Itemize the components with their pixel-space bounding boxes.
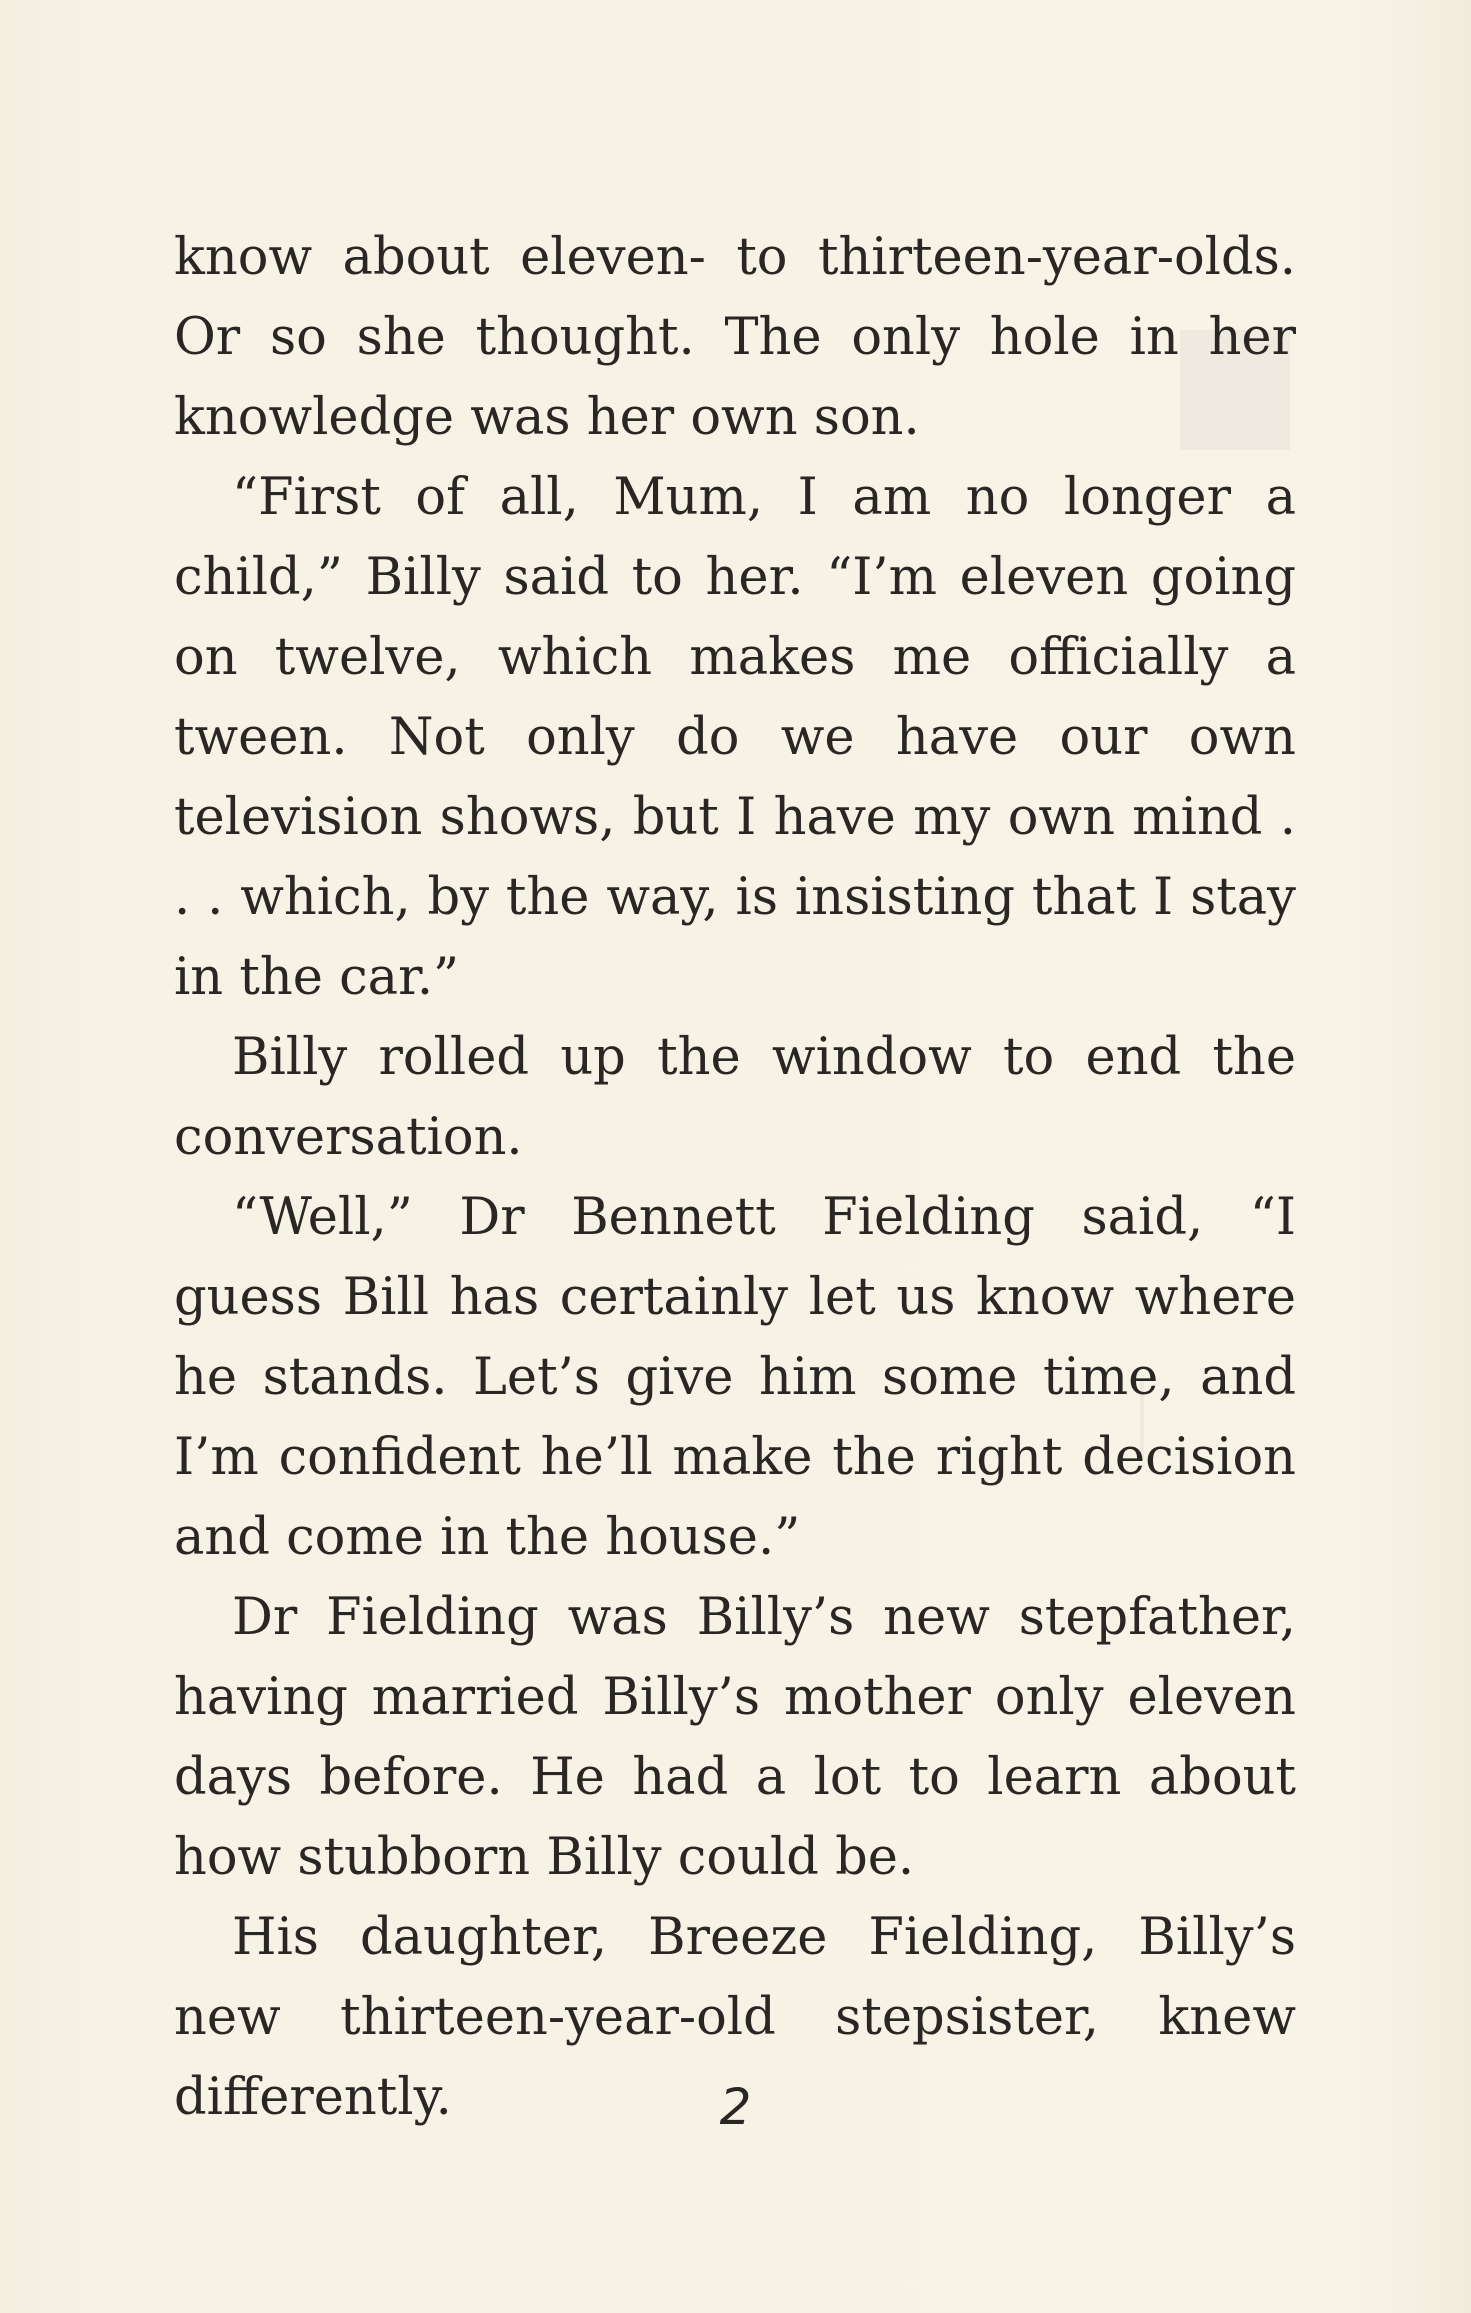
page-number: 2 [719,2078,752,2136]
paragraph: “Well,” Dr Bennett Fielding said, “I guess Bill has certainly let us know where he stands. Let’s give him some time, and I’m confident he’ll make the right decision and come in the house.” [174,1188,1296,1567]
body-text [174,218,1296,2138]
paragraph: Billy rolled up the window to end the conversation. [174,1028,1296,1167]
paragraph: “First of all, Mum, I am no longer a child,” Billy said to her. “I’m eleven going on twelve, which makes me officially a tween. Not only do we have our own television shows, but I have my own mind . . . which, by the way, is insisting that I stay in the car.” [174,468,1296,1007]
paragraph: Dr Fielding was Billy’s new stepfather, having married Billy’s mother only eleven days before. He had a lot to learn about how stubborn Billy could be. [174,1588,1296,1887]
paragraph: know about eleven- to thirteen-year-olds. Or so she thought. The only hole in her knowledge was her own son. [174,228,1296,447]
paragraph: His daughter, Breeze Fielding, Billy’s new thirteen-year-old stepsister, knew differently. [174,1908,1296,2127]
